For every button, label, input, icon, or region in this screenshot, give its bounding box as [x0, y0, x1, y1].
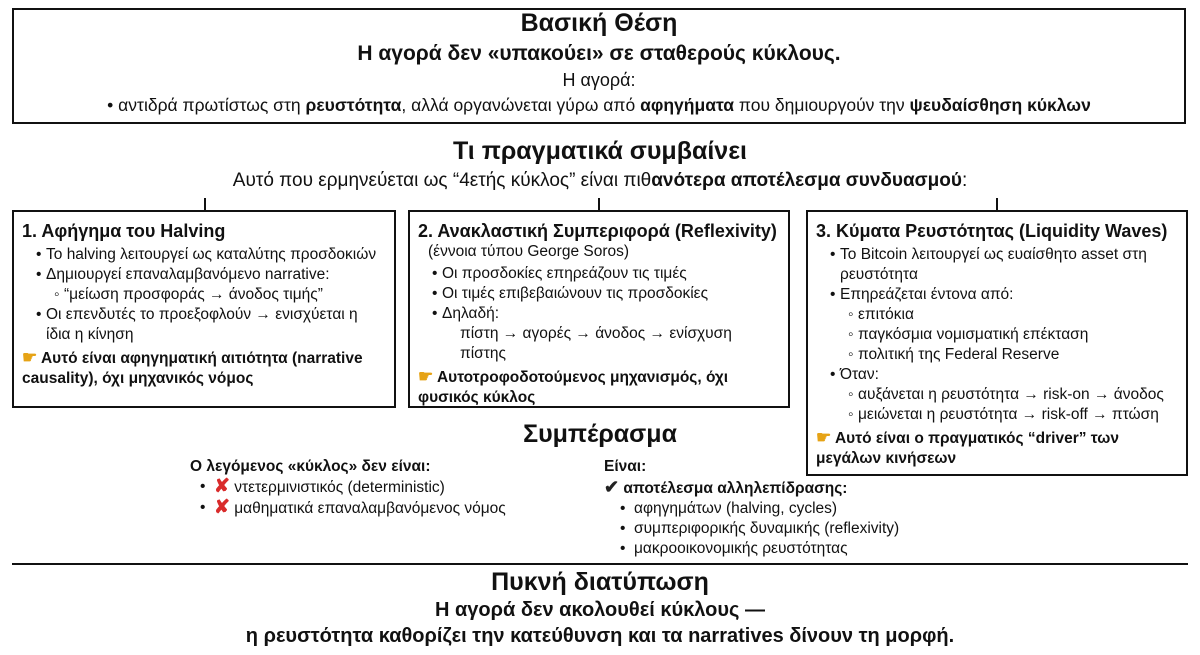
list-item: ◦ παγκόσμια νομισματική επέκταση [848, 325, 1178, 345]
card-title: 1. Αφήγημα του Halving [22, 221, 226, 241]
list-item: ◦ πολιτική της Federal Reserve [848, 345, 1178, 365]
conclusion-is-lead [604, 477, 984, 499]
list-item: • Δηλαδή: [432, 304, 780, 324]
cross-mark-icon: ✘ [214, 476, 230, 497]
list-item [200, 477, 570, 498]
conclusion-is-heading: Είναι: [604, 458, 647, 475]
pointing-hand-icon: ☛ [816, 428, 832, 447]
list-item: • συμπεριφορικής δυναμικής (reflexivity) [620, 519, 984, 539]
list-item: ◦ “μείωση προσφοράς → άνοδος τιμής” [54, 285, 386, 305]
list-item [200, 498, 570, 519]
conclusion-not-heading: Ο λεγόμενος «κύκλος» δεν είναι: [190, 458, 431, 475]
summary-line-2: η ρευστότητα καθορίζει την κατεύθυνση και τα narratives δίνουν τη μορφή. [245, 625, 955, 647]
subtitle-end: : [961, 170, 968, 191]
card-note-text: Αυτοτροφοδοτούμενος μηχανισμός, όχι φυσικός κύκλος [418, 369, 729, 406]
list-item: • Οι επενδυτές το προεξοφλούν → ενισχύεται η ίδια η κίνηση [36, 305, 386, 345]
card-note [418, 367, 780, 408]
list-item: • Το Bitcoin λειτουργεί ως ευαίσθητο asset στη ρευστότητα [830, 245, 1178, 285]
card-note-text: Αυτό είναι αφηγηματική αιτιότητα (narrative causality), όχι μηχανικός νόμος [22, 350, 363, 387]
list-item: • Δημιουργεί επαναλαμβανόμενο narrative: [36, 265, 386, 285]
core-thesis-statement: Η αγορά δεν «υπακούει» σε σταθερούς κύκλους. [357, 42, 841, 65]
core-thesis-bullet [12, 95, 1186, 116]
bullet-keyword-liquidity: ρευστότητα [305, 95, 402, 115]
what-happens-title: Τι πραγματικά συμβαίνει [452, 137, 748, 165]
card-note [22, 348, 386, 389]
pointing-hand-icon: ☛ [418, 367, 434, 386]
what-happens-subtitle [0, 170, 1200, 192]
list-item: ◦ μειώνεται η ρευστότητα → risk-off → πτώση [848, 405, 1178, 425]
bullet-text-1: αντιδρά πρωτίστως στη [118, 95, 306, 115]
core-thesis-lead: Η αγορά: [562, 70, 636, 90]
list-item: ◦ αυξάνεται η ρευστότητα → risk-on → άνοδος [848, 385, 1178, 405]
list-item: • Όταν: [830, 365, 1178, 385]
conclusion-title: Συμπέρασμα [523, 420, 677, 448]
subtitle-plain: Αυτό που ερμηνεύεται ως “4ετής κύκλος” είναι πιθ [232, 170, 652, 191]
conclusion-is-lead-text: αποτέλεσμα αλληλεπίδρασης: [623, 480, 848, 497]
subtitle-bold: ανότερα αποτέλεσμα συνδυασμού [651, 170, 962, 191]
connector-line-2 [598, 198, 600, 210]
list-item: ◦ επιτόκια [848, 305, 1178, 325]
connector-line-1 [204, 198, 206, 210]
bullet-text-3: που δημιουργούν την [734, 95, 910, 115]
core-thesis-title: Βασική Θέση [520, 9, 678, 37]
list-item: • Το halving λειτουργεί ως καταλύτης προσδοκιών [36, 245, 386, 265]
list-item-text: μαθηματικά επαναλαμβανόμενος νόμος [234, 500, 506, 517]
list-item: • Οι προσδοκίες επηρεάζουν τις τιμές [432, 264, 780, 284]
card-note-text: Αυτό είναι ο πραγματικός “driver” των μεγάλων κινήσεων [816, 430, 1119, 467]
card-halving-narrative [12, 210, 396, 408]
bullet-dot: • [107, 95, 119, 115]
section-divider [12, 563, 1188, 565]
list-item: πίστη → αγορές → άνοδος → ενίσχυση πίστης [460, 325, 732, 362]
card-subtitle: (έννοια τύπου George Soros) [428, 243, 630, 260]
list-item-text: ντετερμινιστικός (deterministic) [234, 479, 445, 496]
list-item: • Οι τιμές επιβεβαιώνουν τις προσδοκίες [432, 284, 780, 304]
list-item: • Επηρεάζεται έντονα από: [830, 285, 1178, 305]
card-title: 3. Κύματα Ρευστότητας (Liquidity Waves) [816, 221, 1168, 241]
connector-line-3 [996, 198, 998, 210]
conclusion-is-list [604, 457, 984, 559]
summary-title: Πυκνή διατύπωση [491, 568, 709, 596]
card-reflexivity [408, 210, 790, 408]
list-item: • αφηγημάτων (halving, cycles) [620, 499, 984, 519]
card-liquidity-waves [806, 210, 1188, 476]
pointing-hand-icon: ☛ [22, 348, 38, 367]
cross-mark-icon: ✘ [214, 497, 230, 518]
bullet-text-2: , αλλά οργανώνεται γύρω από [401, 95, 641, 115]
list-item: • μακροοικονομικής ρευστότητας [620, 539, 984, 559]
bullet-keyword-narratives: αφηγήματα [640, 95, 735, 115]
summary-line-1: Η αγορά δεν ακολουθεί κύκλους — [435, 599, 765, 621]
conclusion-not-list [190, 457, 570, 519]
check-mark-icon: ✔ [604, 477, 620, 497]
card-title: 2. Ανακλαστική Συμπεριφορά (Reflexivity) [418, 221, 777, 241]
bullet-keyword-illusion: ψευδαίσθηση κύκλων [909, 95, 1091, 115]
